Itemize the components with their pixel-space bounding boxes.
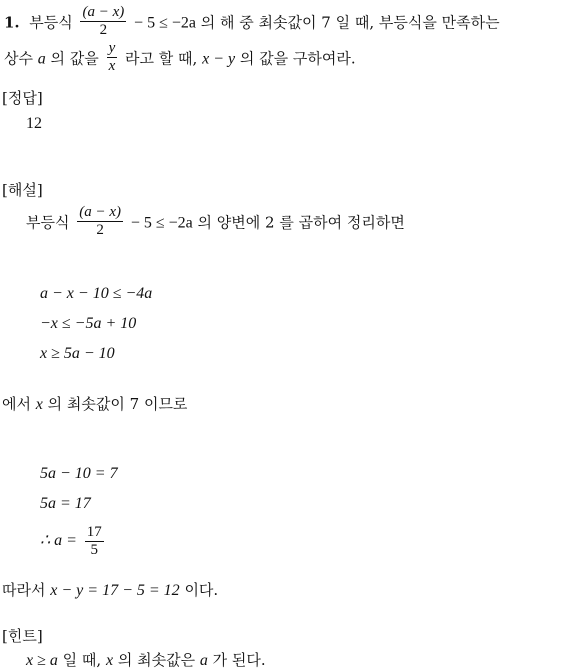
- answer-value: 12: [26, 115, 42, 132]
- problem-text: 의 해 중 최솟값이 7 일 때, 부등식을 만족하는: [200, 13, 500, 32]
- problem-line-1: [4, 6, 500, 41]
- solution-conclusion: 따라서 x − y = 17 − 5 = 12 이다.: [2, 581, 219, 599]
- solution-middle: 에서 x 의 최솟값이 7 이므로: [2, 395, 188, 413]
- solution-header: [해설]: [2, 181, 43, 199]
- solution-intro: 부등식 $\frac{(a - x)}{2}$ − 5 ≤ −2a 의 양변에 2 를 곱하여 정리하면: [26, 204, 405, 238]
- problem-line-2: 상수 a 의 값을 $\frac{y}{x}$ 라고 할 때, x − y 의 값을 구하여라.: [4, 40, 356, 74]
- solution-step: −x ≤ −5a + 10: [40, 315, 137, 332]
- problem-number: 1.: [4, 13, 20, 32]
- solution-therefore: ∴ a = $\frac{17}{5}$: [40, 523, 102, 558]
- hint-header: [힌트]: [2, 627, 43, 645]
- hint-text: x ≥ a 일 때, x 의 최솟값은 a 가 된다.: [26, 651, 266, 669]
- problem-fraction-y-over-x: $\frac{y}{x}$: [108, 40, 116, 74]
- problem-inequality: − 5 ≤ −2a: [134, 14, 196, 32]
- solution-step: 5a = 17: [40, 495, 91, 512]
- problem-fraction: $\frac{(a - x)}{2}$: [82, 4, 125, 38]
- solution-step: x ≥ 5a − 10: [40, 345, 115, 362]
- problem-text: 부등식: [29, 13, 73, 32]
- solution-step: a − x − 10 ≤ −4a: [40, 285, 153, 302]
- answer-header: [정답]: [2, 89, 43, 107]
- solution-fraction: $\frac{(a - x)}{2}$: [79, 204, 122, 238]
- solution-fraction-17-5: $\frac{17}{5}$: [86, 523, 102, 558]
- solution-step: 5a − 10 = 7: [40, 465, 118, 482]
